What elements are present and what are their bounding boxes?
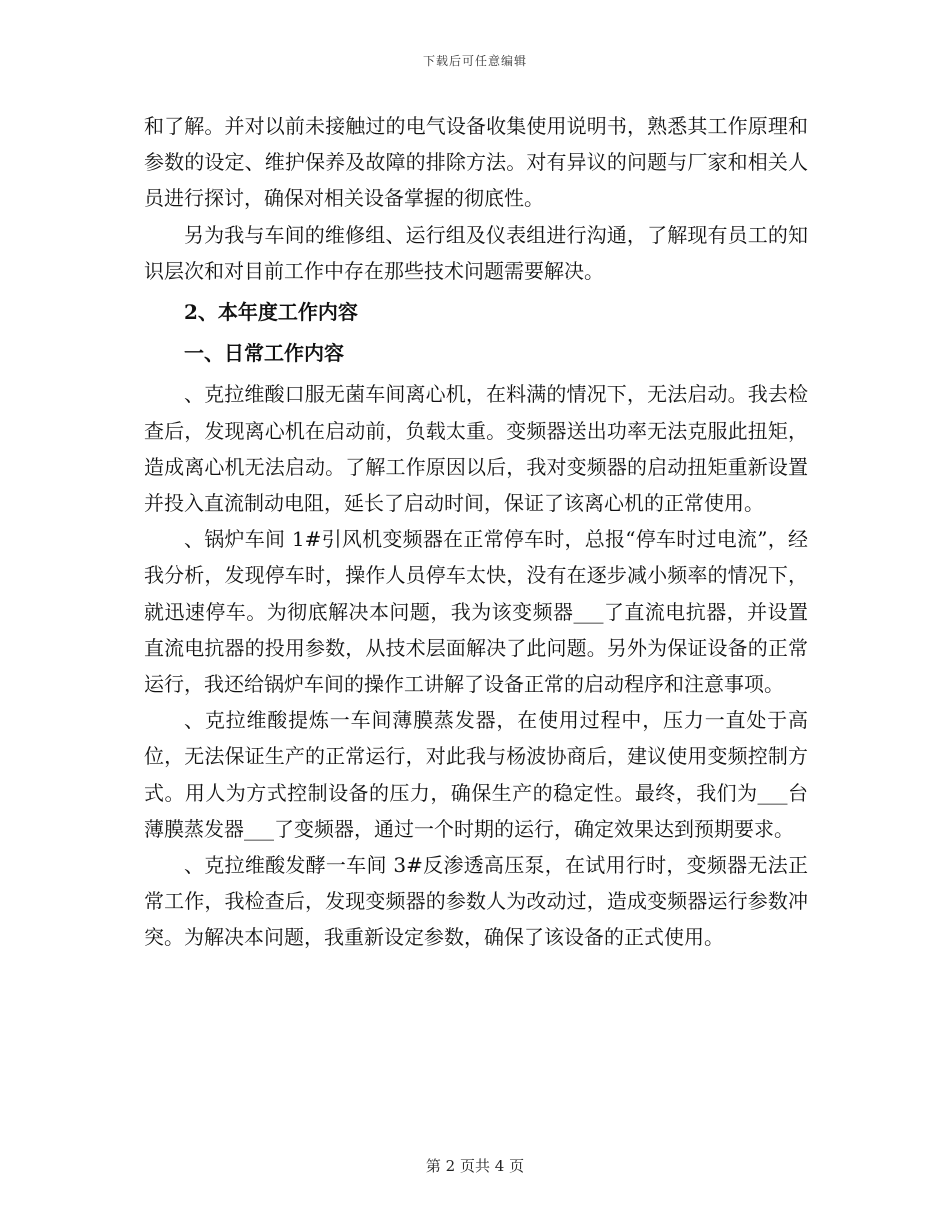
paragraph-boiler-fan: 、锅炉车间 1#引风机变频器在正常停车时，总报“停车时过电流”，经我分析，发现停车时，操作人员停车太快，没有在逐步减小频率的情况下，就迅速停车。为彻底解决本问题，我为该变频器___了直流电抗器，并设置直流电抗器的投用参数，从技术层面解决了此问题。另外为保证设备的正常运行，我还给锅炉车间的操作工讲解了设备正常的启动程序和注意事项。 <box>144 527 808 697</box>
section-heading: 2、本年度工作内容 <box>184 300 358 325</box>
paragraph-ro-pump: 、克拉维酸发酵一车间 3#反渗透高压泵，在试用行时，变频器无法正常工作，我检查后，发现变频器的参数人为改动过，造成变频器运行参数冲突。为解决本问题，我重新设定参数，确保了该设备的正式使用。 <box>144 853 808 950</box>
page-number: 第 2 页共 4 页 <box>425 1157 525 1175</box>
subsection-heading: 一、日常工作内容 <box>184 341 344 366</box>
page-header: 下载后可任意编辑 <box>422 54 527 68</box>
paragraph-film-evaporator: 、克拉维酸提炼一车间薄膜蒸发器，在使用过程中，压力一直处于高位，无法保证生产的正常运行，对此我与杨波协商后，建议使用变频控制方式。用人为方式控制设备的压力，确保生产的稳定性。最终，我们为___台薄膜蒸发器___了变频器，通过一个时期的运行，确定效果达到预期要求。 <box>144 708 808 841</box>
document-body <box>144 108 808 956</box>
paragraph-communication: 另为我与车间的维修组、运行组及仪表组进行沟通，了解现有员工的知识层次和对目前工作中存在那些技术问题需要解决。 <box>144 222 808 283</box>
paragraph-centrifuge: 、克拉维酸口服无菌车间离心机，在料满的情况下，无法启动。我去检查后，发现离心机在启动前，负载太重。变频器送出功率无法克服此扭矩，造成离心机无法启动。了解工作原因以后，我对变频器的启动扭矩重新设置并投入直流制动电阻，延长了启动时间，保证了该离心机的正常使用。 <box>144 382 808 516</box>
paragraph-continuation: 和了解。并对以前未接触过的电气设备收集使用说明书，熟悉其工作原理和参数的设定、维护保养及故障的排除方法。对有异议的问题与厂家和相关人员进行探讨，确保对相关设备掌握的彻底性。 <box>144 114 808 211</box>
